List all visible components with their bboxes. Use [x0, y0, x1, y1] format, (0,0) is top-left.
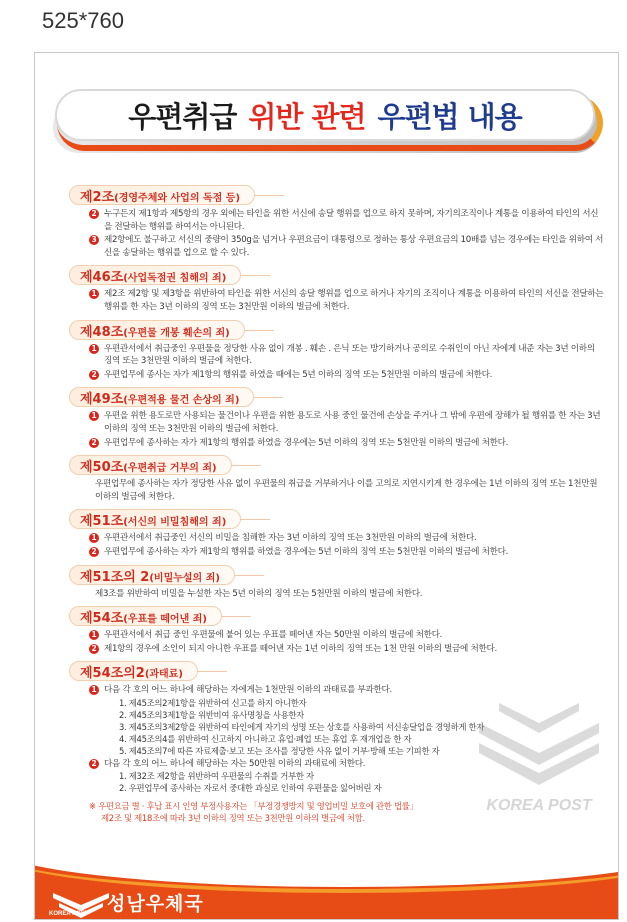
article-number: 제49조: [80, 392, 124, 408]
title-part-2: 위반 관련: [248, 99, 366, 134]
sub-clause-item: 3. 제45조의3제2항을 위반하여 타인에게 자기의 성명 또는 상호를 사용하여 서신송달업을 경영하게 한자: [119, 721, 485, 732]
section-paragraph: 우편업무에 종사하는 자가 정당한 사유 없이 우편물의 취급을 거부하거나 이를 고의로 지연시키게 한 경우에는 1년 이하의 징역 또는 1천만원 이하의 벌금에 처한다.: [95, 479, 598, 502]
article-subtitle: (사업독점권 침해의 죄): [123, 273, 227, 285]
clause-text: 다음 각 호의 어느 하나에 해당하는 자는 50만원 이하의 과태료에 처한다.: [104, 758, 366, 769]
watermark-text: KOREA POST: [486, 797, 592, 814]
sub-clause-item: 2. 우편업무에 종사하는 자로서 중대한 과실로 인하여 우편물을 잃어버린 자: [119, 783, 382, 794]
clause-item: [89, 629, 604, 642]
size-label: 525*760: [42, 8, 124, 33]
law-section: [69, 565, 604, 601]
footer-logo-text: KOREA POST: [49, 911, 89, 917]
clause-text: 우편을 위한 용도로만 사용되는 물건이나 우편을 위한 용도로 사용 중인 물건에 손상을 주거나 그 밖에 우편에 장해가 될 행위를 한 자는 3년 이하의 징역 또는 3천만원 이하의 벌금에 처한다.: [104, 411, 601, 434]
section-heading: [69, 606, 222, 626]
clause-number-badge: 1: [89, 630, 99, 640]
clause-number-badge: 2: [89, 209, 99, 219]
note-line-1: ※ 우편요금 별 · 후납 표시 인영 부정사용자는 「부정경쟁방지 및 영업비밀 보호에 관한 법률」: [89, 801, 418, 812]
clause-number-badge: 2: [89, 370, 99, 380]
clause-item: [89, 532, 604, 545]
section-heading: [69, 455, 232, 475]
clause-list: [69, 629, 604, 655]
clause-number-badge: 3: [89, 235, 99, 245]
sub-clause-item: 2. 제45조의3제1항을 위반비여 유사명칭을 사용한자: [119, 709, 304, 720]
section-heading: [69, 509, 241, 529]
article-number: 제2조: [80, 190, 115, 205]
clause-number-badge: 1: [89, 411, 99, 421]
section-heading: [69, 387, 254, 407]
clause-text: 우편관서에서 취급중인 우편물을 정당한 사유 없이 개봉 . 훼손 . 은닉 또는 방기하거나 공의로 수취인이 아닌 자에게 내준 자는 3년 이하의 징역 또는 3천만원 이하의 벌금에 처한다.: [104, 343, 595, 367]
sub-clause-item: 1. 제32조 제2항을 위반하여 우편물의 수취를 거부한 자: [119, 771, 314, 782]
law-section: [69, 265, 604, 313]
note-line-2: 제2조 및 제18조에 따라 3년 이하의 징역 또는 3천만원 이하의 벌금에 처함.: [101, 813, 365, 824]
law-section: [69, 455, 604, 503]
title-banner: [53, 87, 603, 151]
post-office-name: 성남우체국: [107, 893, 204, 915]
law-section: [69, 320, 604, 382]
article-number: 제46조: [80, 270, 124, 286]
sub-clause-item: 1. 제45조의2제1항을 위반하여 신고를 하지 아니한자: [119, 697, 307, 708]
article-subtitle: (우편적용 물건 손상의 죄): [123, 395, 240, 407]
article-subtitle: (우편물 개봉 훼손의 죄): [123, 327, 230, 339]
clause-item: [89, 410, 604, 435]
sub-clause-item: 4. 제45조의4를 위반하여 신고하지 아니하고 휴업·폐업 또는 휴업 후 재개업을 한 자: [119, 733, 412, 744]
korea-post-watermark: [459, 693, 619, 843]
article-number: 제51조: [80, 514, 124, 530]
article-subtitle: (우편취급 거부의 죄): [123, 463, 217, 475]
clause-item: [89, 288, 604, 313]
clause-text: 우편관서에서 취급 중인 우편물에 붙어 있는 우표를 떼어낸 자는 50만원 이하의 벌금에 처한다.: [104, 630, 443, 641]
title-part-1: 우편취급: [128, 99, 237, 134]
article-number: 제48조: [80, 324, 124, 340]
clause-number-badge: 1: [89, 685, 99, 695]
article-number: 제54조의2: [80, 666, 145, 682]
clause-text: 제2항에도 불구하고 서신의 중량이 350g을 넘거나 우편요금이 대통령으로 정하는 통상 우편요금의 10배를 넘는 경우에는 타인을 위하여 서신을 송달하는 행위를 업으로 할 수 있다.: [104, 235, 604, 258]
clause-number-badge: 2: [89, 438, 99, 448]
article-subtitle: (서신의 비밀침해의 죄): [123, 517, 227, 529]
section-heading: [69, 185, 255, 205]
korea-post-logo-icon: [459, 693, 619, 803]
clause-text: 다음 각 호의 어느 하나에 해당하는 자에게는 1천만원 이하의 과태료를 부과한다.: [104, 685, 392, 696]
clause-number-badge: 2: [89, 759, 99, 769]
footer-bar: [35, 865, 619, 920]
clause-number-badge: 1: [89, 289, 99, 299]
clause-item: [89, 208, 604, 233]
article-subtitle: (비밀누설의 죄): [149, 572, 220, 584]
clause-text: 우편관서에서 취급중인 서신의 비밀을 침해한 자는 3년 이하의 징역 또는 3천만원 이하의 벌금에 처한다.: [104, 533, 477, 544]
clause-number-badge: 2: [89, 644, 99, 654]
article-subtitle: (우표를 떼어낸 죄): [123, 614, 207, 626]
law-section: [69, 606, 604, 655]
clause-item: [89, 643, 604, 656]
clause-item: [89, 343, 604, 368]
clause-text: 누구든지 제1항과 제5항의 경우 외에는 타인을 위한 서신에 송달 행위를 업으로 하지 못하며, 자기의조직이나 계통을 이용하여 타인의 서신을 전달하는 행위를 하여서는 아니된다.: [104, 209, 599, 232]
law-section: [69, 387, 604, 449]
sub-clause-item: 5. 제45조의7에 따른 자료제출·보고 또는 조사를 정당한 사유 없이 거부·방해 또는 기피한 자: [119, 745, 440, 756]
clause-list: [69, 410, 604, 449]
clause-number-badge: 2: [89, 547, 99, 557]
section-paragraph: 제3조를 위반하여 비밀을 누설한 자는 5년 이하의 징역 또는 5천만원 이하의 벌금에 처한다.: [95, 588, 423, 599]
section-heading: [69, 565, 235, 585]
article-number: 제54조: [80, 611, 124, 627]
clause-item: [89, 369, 604, 382]
clause-list: [69, 208, 604, 259]
article-subtitle: (경영주체와 사업의 독점 등): [114, 193, 241, 204]
article-number: 제50조: [80, 460, 124, 476]
section-heading: [69, 265, 241, 285]
clause-text: 우편업무에 종사는 자가 제1항의 행위를 하였을 때에는 5년 이하의 징역 또는 5천만원 이하의 벌금에 처한다.: [104, 369, 493, 380]
section-heading: [69, 661, 198, 681]
clause-item: [89, 437, 604, 450]
title-part-3: 우편법 내용: [377, 99, 522, 134]
clause-list: [69, 532, 604, 558]
clause-list: [69, 343, 604, 382]
law-section: [69, 509, 604, 558]
clause-list: [69, 288, 604, 313]
clause-text: 우편업무에 종사하는 자가 제1항의 행위를 하였을 경우에는 5년 이하의 징역 또는 5천만원 이하의 벌금에 처한다.: [104, 546, 509, 557]
article-subtitle: (과태료): [144, 669, 183, 681]
clause-number-badge: 1: [89, 344, 99, 354]
clause-text: 우편업무에 종사하는 자가 제1항의 행위를 하였을 경우에는 5년 이하의 징역 또는 5천만원 이하의 벌금에 처한다.: [104, 437, 509, 448]
clause-item: [89, 546, 604, 559]
clause-text: 제1항의 경우에 소인이 되지 아니한 우표를 떼어낸 자는 1년 이하의 징역 또는 1천 만원 이하의 벌금에 처한다.: [104, 643, 497, 654]
article-number: 제51조의 2: [80, 569, 150, 585]
notice-poster: [34, 52, 619, 920]
clause-text: 제2조 제2항 및 제3항을 위반하여 타인을 위한 서신의 송달 행위를 업으로 하거나 자기의 조직이나 계통을 이용하여 타인의 서신을 전달하는 행위를 한 자는 3년 이하의 징역 또는 3천만원 이하의 벌금에 처한다.: [104, 289, 604, 312]
law-section: [69, 185, 604, 259]
section-heading: [69, 320, 245, 340]
clause-item: [89, 234, 604, 259]
clause-number-badge: 1: [89, 533, 99, 543]
